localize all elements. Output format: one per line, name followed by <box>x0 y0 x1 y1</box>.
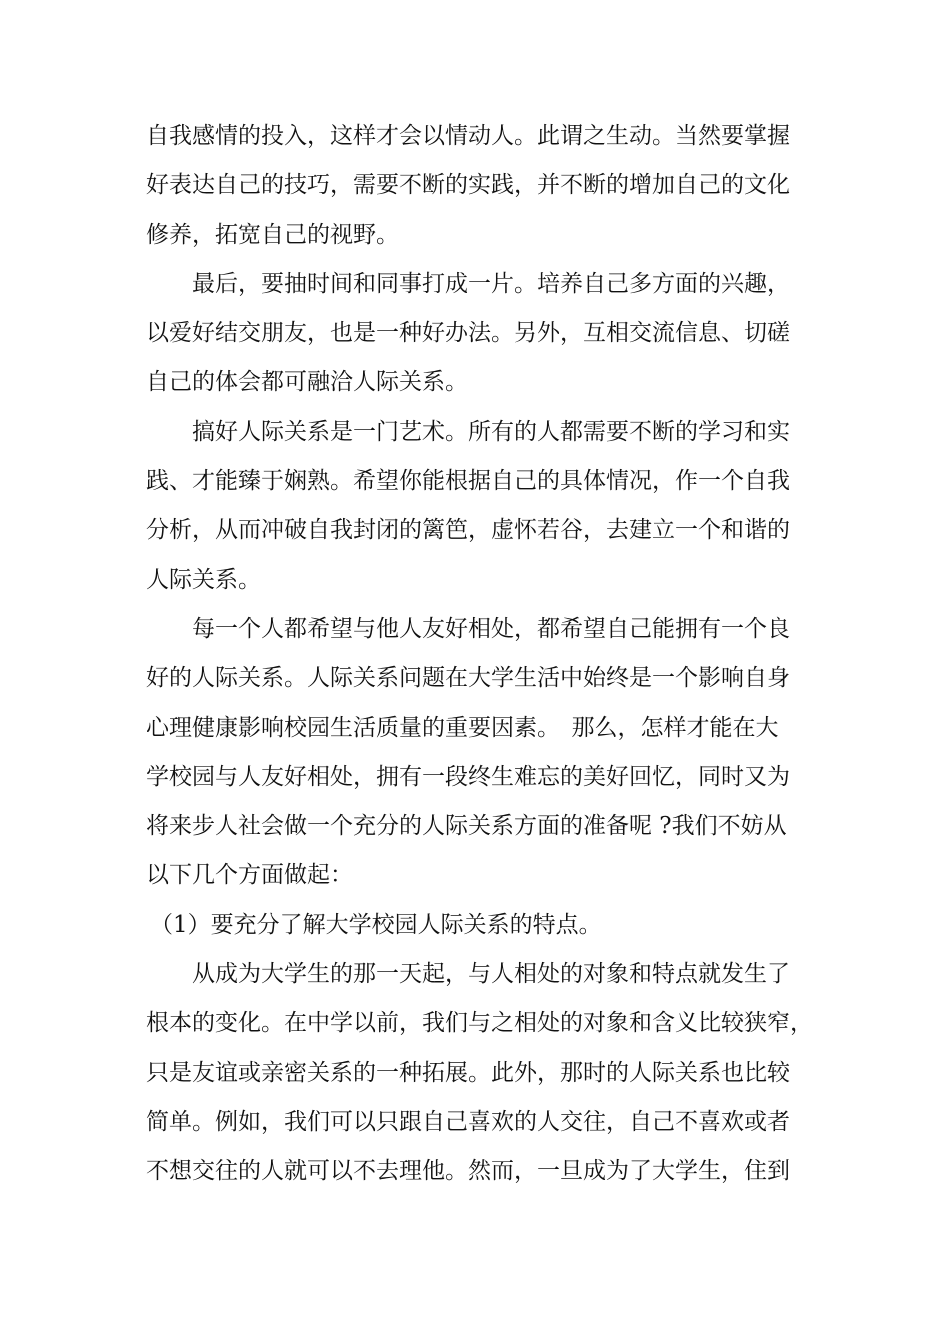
text-line: 分析，从而冲破自我封闭的篱笆，虚怀若谷，去建立一个和谐的 <box>146 517 790 544</box>
text-line: 简单。例如，我们可以只跟自己喜欢的人交往，自己不喜欢或者 <box>146 1108 790 1135</box>
text-line: 学校园与人友好相处，拥有一段终生难忘的美好回忆，同时又为 <box>146 763 790 790</box>
text-line: 好表达自己的技巧，需要不断的实践，并不断的增加自己的文化 <box>146 172 790 199</box>
text-line: 好的人际关系。人际关系问题在大学生活中始终是一个影响自身 <box>146 665 790 692</box>
text-line: 不想交往的人就可以不去理他。然而，一旦成为了大学生，住到 <box>146 1158 790 1185</box>
text-line: 只是友谊或亲密关系的一种拓展。此外，那时的人际关系也比较 <box>146 1059 790 1086</box>
paragraph-first-line: 从成为大学生的那一天起，与人相处的对象和特点就发生了 <box>192 961 790 988</box>
body-text <box>146 112 813 1197</box>
paragraph-first-line: 搞好人际关系是一门艺术。所有的人都需要不断的学习和实 <box>192 418 790 445</box>
text-line: 心理健康影响校园生活质量的重要因素。 那么，怎样才能在大 <box>146 714 779 741</box>
paragraph-first-line: 最后，要抽时间和同事打成一片。培养自己多方面的兴趣， <box>192 270 790 297</box>
text-line: 自己的体会都可融洽人际关系。 <box>146 369 468 396</box>
text-line: 自我感情的投入，这样才会以情动人。此谓之生动。当然要掌握 <box>146 123 790 149</box>
text-line: 将来步人社会做一个充分的人际关系方面的准备呢 ?我们不妨从 <box>146 813 787 840</box>
text-line: 以下几个方面做起： <box>146 862 353 889</box>
text-line: 以爱好结交朋友，也是一种好办法。另外，互相交流信息、切磋 <box>146 320 790 347</box>
text-line: 践、才能臻于娴熟。希望你能根据自己的具体情况，作一个自我 <box>146 468 790 495</box>
text-line: 人际关系。 <box>146 566 261 593</box>
text-line: 根本的变化。在中学以前，我们与之相处的对象和含义比较狭窄， <box>146 1010 813 1037</box>
numbered-heading: （1）要充分了解大学校园人际关系的特点。 <box>150 911 602 938</box>
paragraph-first-line: 每一个人都希望与他人友好相处，都希望自己能拥有一个良 <box>192 615 790 642</box>
text-line: 修养，拓宽自己的视野。 <box>146 221 399 248</box>
